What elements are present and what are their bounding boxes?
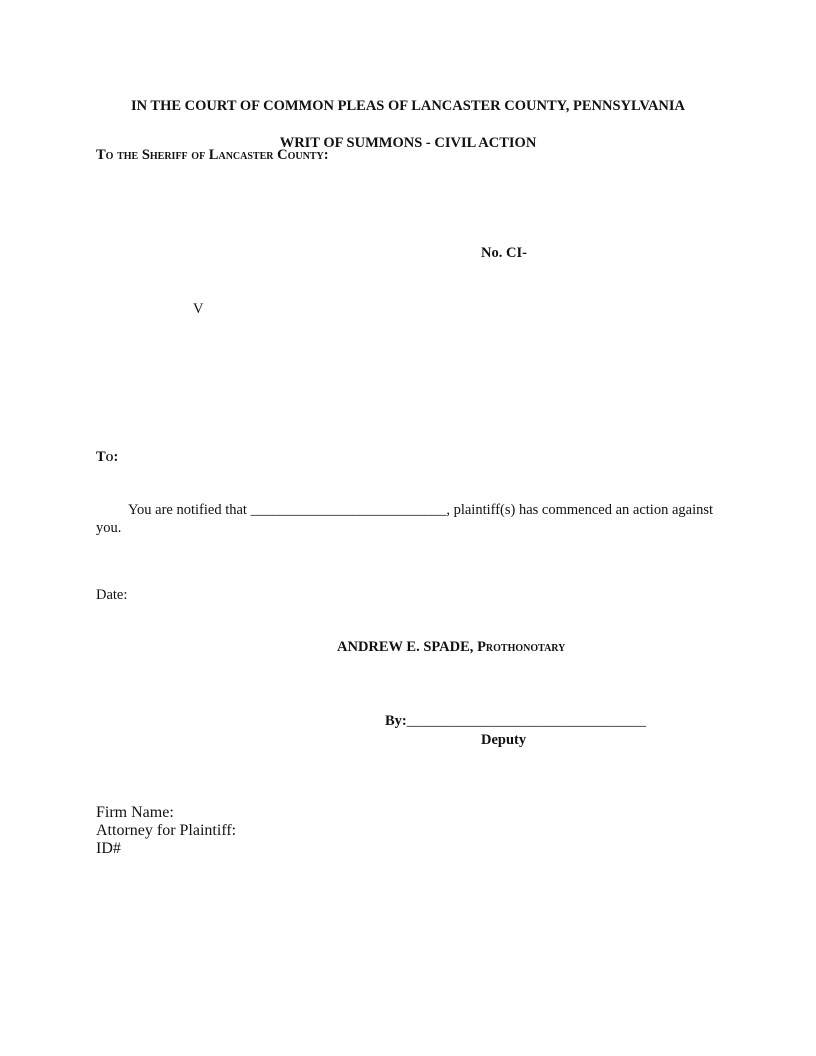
signature-blank: _________________________________	[406, 713, 646, 729]
prothonotary-line	[337, 640, 565, 655]
signature-line	[385, 714, 646, 729]
prothonotary-name: ANDREW E. SPADE,	[337, 639, 474, 655]
deputy-label: Deputy	[481, 732, 527, 748]
notice-prefix: You are notified that	[128, 502, 247, 518]
firm-name-label: Firm Name:	[96, 804, 174, 821]
plaintiff-blank: ___________________________	[250, 502, 447, 518]
document-title: WRIT OF SUMMONS - CIVIL ACTION	[279, 135, 537, 151]
addressee: To the Sheriff of Lancaster County:	[96, 147, 329, 163]
case-number-label: No. CI-	[481, 245, 527, 261]
notice-continuation: you.	[96, 520, 122, 536]
notice-suffix: , plaintiff(s) has commenced an action against	[446, 502, 714, 518]
court-heading: IN THE COURT OF COMMON PLEAS OF LANCASTER COUNTY, PENNSYLVANIA	[130, 98, 686, 114]
date-label: Date:	[96, 587, 128, 603]
versus: V	[193, 301, 204, 317]
to-label: To:	[96, 449, 119, 465]
attorney-label: Attorney for Plaintiff:	[96, 822, 237, 839]
id-label: ID#	[96, 840, 121, 857]
by-label: By:	[385, 713, 407, 729]
prothonotary-title: Prothonotary	[477, 639, 566, 655]
notice-line	[128, 503, 713, 518]
